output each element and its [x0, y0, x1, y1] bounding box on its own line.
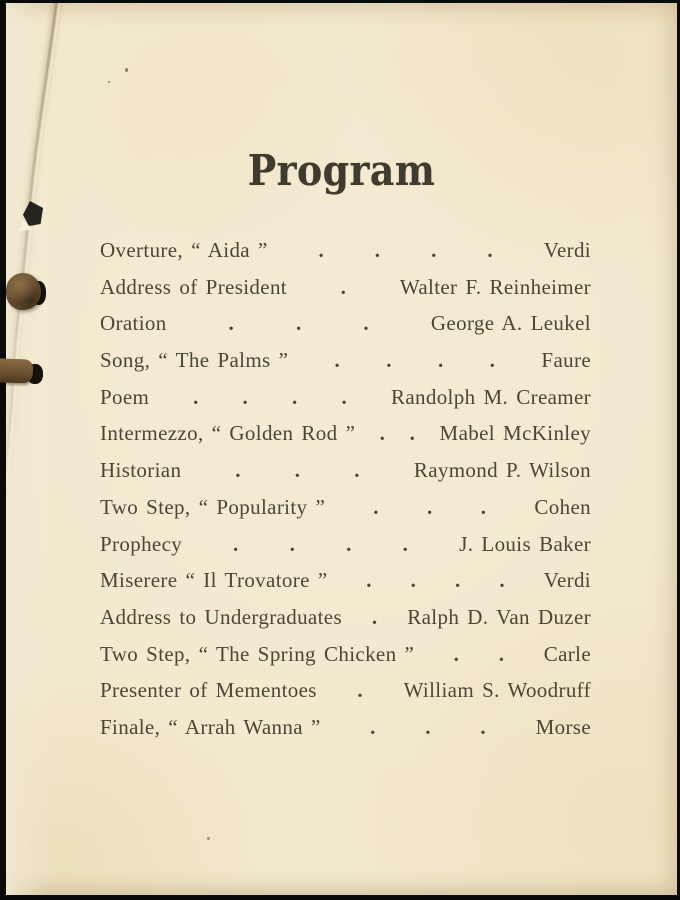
leader-dot: .	[487, 238, 493, 262]
program-item-piece: Intermezzo, “ Golden Rod ”	[100, 421, 356, 446]
leader-dot: .	[455, 568, 461, 593]
leader-dot: .	[410, 568, 417, 593]
leader-dot: .	[371, 604, 378, 629]
leader-dot: .	[292, 384, 298, 409]
program-item-performer: Raymond P. Wilson	[413, 458, 591, 483]
program-item-performer: J. Louis Baker	[459, 531, 591, 556]
leader-dots	[328, 562, 544, 599]
program-row	[100, 232, 591, 269]
leader-dot: .	[334, 348, 341, 373]
leader-dots	[317, 672, 404, 709]
leader-dot: .	[425, 714, 431, 739]
program-item-piece: Address to Undergraduates	[100, 604, 342, 629]
leader-dot: .	[431, 238, 437, 262]
program-item-piece: Overture, “ Aida ”	[100, 238, 268, 262]
program-item-performer: Cohen	[534, 494, 591, 519]
leader-dot: .	[370, 714, 376, 739]
leader-dot: .	[357, 678, 363, 703]
leader-dots	[149, 379, 391, 416]
program-item-piece: Address of President	[100, 274, 287, 299]
program-row	[100, 342, 591, 379]
leader-dot: .	[453, 641, 460, 666]
leader-dot: .	[242, 384, 249, 409]
program-item-performer: Walter F. Reinheimer	[399, 274, 591, 299]
paper-speck	[207, 837, 210, 840]
leader-dot: .	[499, 568, 505, 593]
program-item-piece: Prophecy	[100, 531, 183, 556]
program-row	[100, 672, 591, 709]
leader-dot: .	[374, 238, 381, 262]
leader-dot: .	[346, 531, 352, 556]
program-item-performer: Verdi	[543, 568, 591, 593]
leader-dots	[342, 599, 407, 636]
program-item-performer: Verdi	[543, 238, 591, 262]
leader-dot: .	[373, 494, 379, 519]
program-item-performer: Mabel McKinley	[439, 421, 591, 446]
leader-dots	[355, 415, 439, 452]
program-item-performer: William S. Woodruff	[403, 678, 591, 703]
program-row	[100, 562, 591, 599]
leader-dot: .	[426, 494, 433, 519]
program-row	[100, 599, 591, 636]
leader-dot: .	[363, 311, 370, 336]
binding-cord	[0, 358, 33, 383]
program-item-piece: Two Step, “ The Spring Chicken ”	[100, 641, 415, 666]
leader-dot: .	[480, 714, 487, 739]
paper-speck	[108, 81, 110, 83]
program-item-piece: Presenter of Mementoes	[100, 678, 317, 703]
program-row	[100, 269, 591, 306]
paper-speck	[125, 68, 128, 72]
leader-dot: .	[340, 274, 347, 299]
program-item-piece: Historian	[100, 458, 182, 483]
leader-dots	[287, 269, 400, 306]
program-row	[100, 526, 591, 563]
page-curl-highlight	[6, 3, 52, 895]
leader-dots	[167, 305, 431, 342]
leader-dot: .	[233, 531, 239, 556]
leader-dot: .	[480, 494, 487, 519]
program-item-performer: Faure	[541, 348, 591, 373]
leader-dots	[321, 709, 536, 746]
leader-dot: .	[489, 348, 496, 373]
program-item-piece: Poem	[100, 384, 150, 409]
leader-dot: .	[289, 531, 296, 556]
paper-page	[6, 3, 677, 895]
leader-dot: .	[386, 348, 392, 373]
leader-dot: .	[402, 531, 409, 556]
leader-dot: .	[228, 311, 235, 336]
leader-dots	[181, 452, 414, 489]
leader-dot: .	[409, 421, 416, 446]
leader-dot: .	[318, 238, 325, 262]
leader-dots	[325, 489, 534, 526]
program-item-piece: Oration	[100, 311, 167, 336]
program-row	[100, 452, 591, 489]
leader-dot: .	[295, 311, 302, 336]
program-item-performer: Ralph D. Van Duzer	[407, 604, 591, 629]
leader-dot: .	[354, 458, 360, 483]
leader-dots	[268, 232, 544, 269]
leader-dot: .	[341, 384, 348, 409]
program-item-performer: Carle	[543, 641, 591, 666]
program-item-performer: Morse	[535, 714, 591, 739]
leader-dot: .	[366, 568, 372, 593]
binding-knot	[6, 273, 41, 310]
program-row	[100, 709, 591, 746]
program-item-piece: Song, “ The Palms ”	[100, 348, 289, 373]
program-row	[100, 415, 591, 452]
leader-dot: .	[193, 384, 199, 409]
program-row	[100, 379, 591, 416]
program-item-performer: Randolph M. Creamer	[390, 384, 591, 409]
leader-dots	[288, 342, 541, 379]
page-title: Program	[247, 146, 436, 195]
program-item-piece: Two Step, “ Popularity ”	[100, 494, 326, 519]
leader-dot: .	[498, 641, 505, 666]
program-row	[100, 489, 591, 526]
leader-dot: .	[294, 458, 301, 483]
program-item-piece: Finale, “ Arrah Wanna ”	[100, 714, 321, 739]
program-list	[100, 232, 591, 746]
leader-dot: .	[235, 458, 241, 483]
program-row	[100, 636, 591, 673]
leader-dots	[414, 636, 544, 673]
leader-dot: .	[379, 421, 386, 446]
leader-dots	[182, 526, 459, 563]
leader-dot: .	[437, 348, 444, 373]
program-row	[100, 305, 591, 342]
program-item-performer: George A. Leukel	[430, 311, 591, 336]
program-item-piece: Miserere “ Il Trovatore ”	[100, 568, 328, 593]
